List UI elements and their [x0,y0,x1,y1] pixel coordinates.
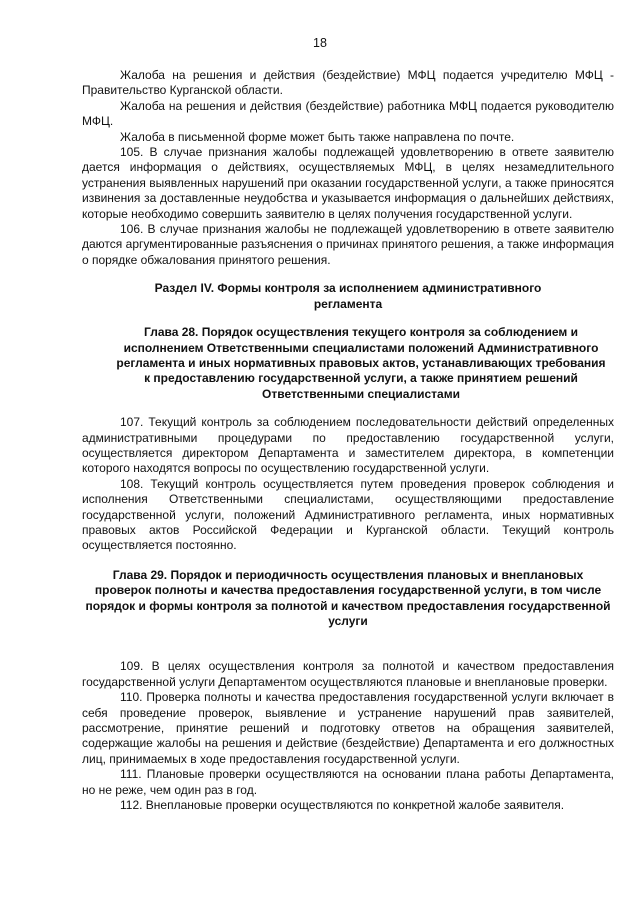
chapter-heading: Глава 28. Порядок осуществления текущего контроля за соблюдением и исполнением Ответственными специалистами положений Административного регламента и иных нормативных правовых актов, устанавливающих требования к предоставлению государственной услуги, а также принятием решений Ответственными специалистами [116,325,606,401]
paragraph: 108. Текущий контроль осуществляется путем проведения проверок соблюдения и исполнения Ответственными специалистами, осуществляющими предоставление государственной услуги, положений Административного регламента, иных нормативных правовых актов Российской Федерации и Курганской области. Текущий контроль осуществляется постоянно. [82,476,614,553]
section-heading: Раздел IV. Формы контроля за исполнением административного регламента [154,281,542,311]
paragraph: Жалоба на решения и действия (бездействие) работника МФЦ подается руководителю МФЦ. [82,98,614,129]
paragraph: 105. В случае признания жалобы подлежащей удовлетворению в ответе заявителю дается информация о действиях, осуществляемых МФЦ, в целях незамедлительного устранения выявленных нарушений при оказании государственной услуги, а также приносятся извинения за доставленные неудобства и указывается информация о дальнейших действиях, которые необходимо совершить заявителю в целях получения государственной услуги. [82,145,614,221]
page-number: 18 [313,36,327,50]
chapter-heading: Глава 29. Порядок и периодичность осуществления плановых и внеплановых проверок полноты и качества предоставления государственной услуги, в том числе порядок и формы контроля за полнотой и качеством предоставления государственной услуги [85,567,611,628]
paragraph: 107. Текущий контроль за соблюдением последовательности действий определенных административными процедурами по предоставлению государственной услуги, осуществляется директором Департамента и заместителем директора, в компетенции которого находятся вопросы по осуществлению государственной услуги. [82,415,614,476]
paragraph: 111. Плановые проверки осуществляются на основании плана работы Департамента, но не реже, чем один раз в год. [82,767,614,797]
paragraph: Жалоба на решения и действия (бездействие) МФЦ подается учредителю МФЦ - Правительство Курганской области. [82,68,614,98]
paragraph: 109. В целях осуществления контроля за полнотой и качеством предоставления государственной услуги Департаментом осуществляются плановые и внеплановые проверки. [82,659,614,689]
paragraph: Жалоба в письменной форме может быть также направлена по почте. [120,129,515,144]
paragraph: 110. Проверка полноты и качества предоставления государственной услуги включает в себя проведение проверок, выявление и устранение нарушений прав заявителей, рассмотрение, принятие решений и подготовку ответов на обращения заявителей, содержащие жалобы на решения и действие (бездействие) Департамента и его должностных лиц, принимаемых в ходе предоставления государственной услуги. [82,690,614,766]
paragraph: 112. Внеплановые проверки осуществляются по конкретной жалобе заявителя. [120,798,565,813]
paragraph: 106. В случае признания жалобы не подлежащей удовлетворению в ответе заявителю даются аргументированные разъяснения о причинах принятого решения, а также информация о порядке обжалования принятого решения. [82,222,614,267]
document-body [82,68,614,813]
